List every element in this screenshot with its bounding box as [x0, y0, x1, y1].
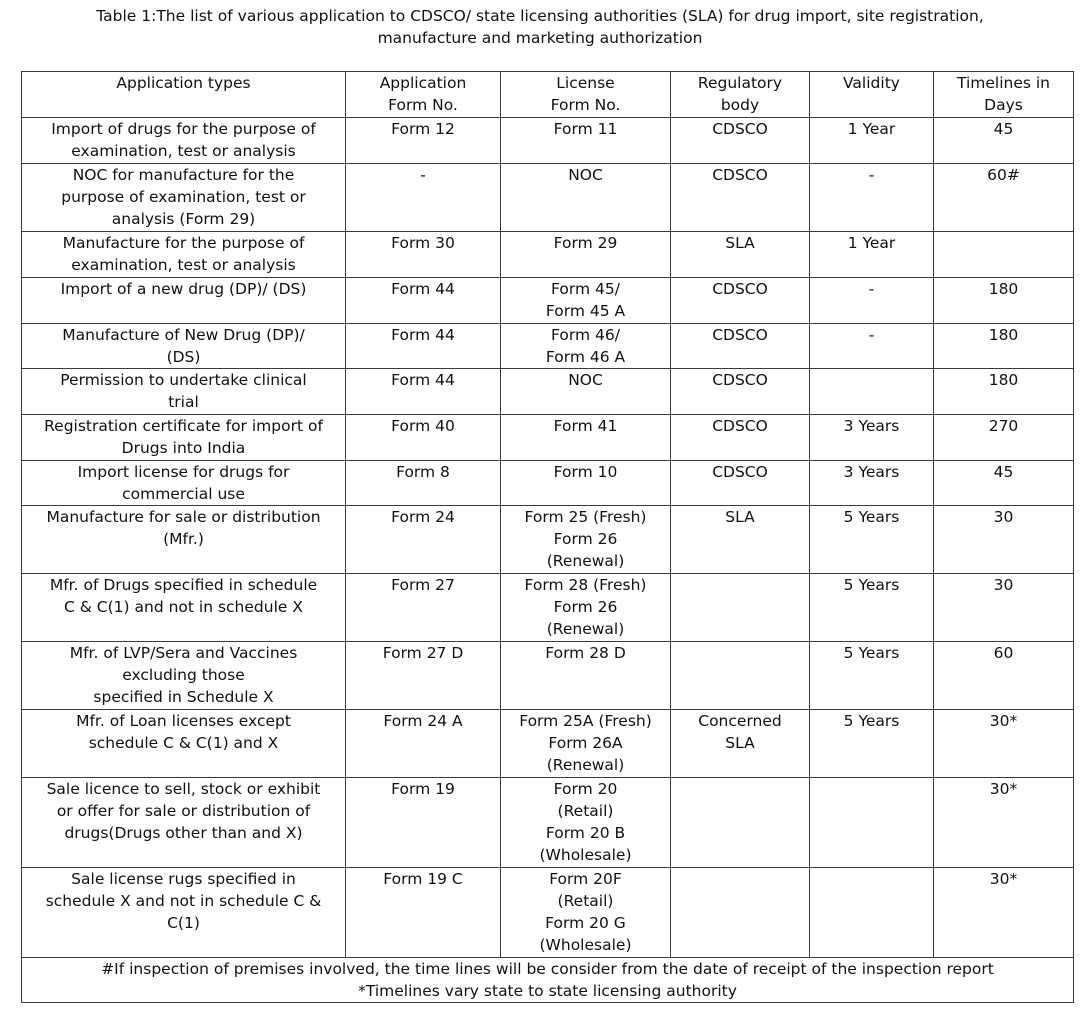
- timeline-cell: [934, 118, 1074, 164]
- cell-line: Drugs into India: [121, 439, 246, 457]
- cell-line: Sale license rugs specified in: [71, 870, 296, 888]
- timeline-cell: [934, 324, 1074, 369]
- cell-line: Form 19 C: [383, 870, 463, 888]
- cell-line: Form 26: [553, 530, 618, 548]
- timeline-cell: [934, 710, 1074, 778]
- cell-line: Form 46 A: [545, 348, 626, 366]
- cell-line: Manufacture for sale or distribution: [46, 508, 321, 526]
- timeline-cell: [934, 574, 1074, 642]
- application-type-cell: [22, 164, 346, 232]
- header-timelines: [934, 72, 1074, 118]
- table-row: [22, 868, 1074, 958]
- timeline-cell: [934, 278, 1074, 324]
- application-type-cell: [22, 324, 346, 369]
- license-form-cell: [501, 232, 671, 278]
- validity-cell: [810, 118, 934, 164]
- timeline-cell: [934, 369, 1074, 415]
- licensing-table: [21, 71, 1074, 1003]
- cell-line: Form 45 A: [545, 302, 626, 320]
- cell-line: specified in Schedule X: [93, 688, 274, 706]
- validity-cell: [810, 778, 934, 868]
- cell-line: Concerned: [698, 712, 782, 730]
- timeline-cell: [934, 868, 1074, 958]
- cell-line: examination, test or analysis: [71, 142, 296, 160]
- header-line: Form No.: [388, 96, 458, 114]
- cell-line: 270: [988, 417, 1019, 435]
- cell-line: C(1): [167, 914, 200, 932]
- cell-line: -: [868, 326, 875, 344]
- cell-line: Mfr. of Loan licenses except: [76, 712, 291, 730]
- table-row: [22, 278, 1074, 324]
- table-row: [22, 461, 1074, 506]
- cell-line: Form 26: [553, 598, 618, 616]
- regulatory-body-cell: [671, 324, 810, 369]
- validity-cell: [810, 164, 934, 232]
- cell-line: CDSCO: [712, 326, 768, 344]
- cell-line: Form 27 D: [382, 644, 464, 662]
- application-type-cell: [22, 868, 346, 958]
- cell-line: 3 Years: [843, 417, 900, 435]
- regulatory-body-cell: [671, 415, 810, 461]
- cell-line: (DS): [166, 348, 201, 366]
- cell-line: Form 41: [553, 417, 618, 435]
- application-form-cell: [346, 778, 501, 868]
- cell-line: Form 44: [391, 326, 455, 344]
- regulatory-body-cell: [671, 164, 810, 232]
- timeline-cell: [934, 778, 1074, 868]
- cell-line: 180: [988, 371, 1019, 389]
- license-form-cell: [501, 324, 671, 369]
- cell-line: Form 45/: [551, 280, 620, 298]
- header-line: body: [720, 96, 760, 114]
- header-line: Regulatory: [697, 74, 783, 92]
- application-form-cell: [346, 164, 501, 232]
- cell-line: 60#: [987, 166, 1020, 184]
- cell-line: Registration certificate for import of: [44, 417, 323, 435]
- cell-line: CDSCO: [712, 463, 768, 481]
- header-line: License: [556, 74, 615, 92]
- cell-line: 30*: [989, 780, 1018, 798]
- cell-line: 5 Years: [843, 644, 900, 662]
- cell-line: C & C(1) and not in schedule X: [64, 598, 303, 616]
- license-form-cell: [501, 278, 671, 324]
- application-form-cell: [346, 574, 501, 642]
- table-row: [22, 506, 1074, 574]
- validity-cell: [810, 278, 934, 324]
- application-form-cell: [346, 710, 501, 778]
- header-line: Application: [379, 74, 467, 92]
- header-line: Application types: [116, 74, 251, 92]
- table-row: [22, 710, 1074, 778]
- application-type-cell: [22, 642, 346, 710]
- table-row: [22, 324, 1074, 369]
- validity-cell: [810, 642, 934, 710]
- cell-line: Form 40: [391, 417, 455, 435]
- cell-line: 5 Years: [843, 576, 900, 594]
- cell-line: 1 Year: [847, 234, 896, 252]
- timeline-cell: [934, 642, 1074, 710]
- cell-line: CDSCO: [712, 166, 768, 184]
- cell-line: Form 27: [391, 576, 455, 594]
- license-form-cell: [501, 710, 671, 778]
- application-form-cell: [346, 506, 501, 574]
- table-row: [22, 778, 1074, 868]
- cell-line: Form 24: [391, 508, 455, 526]
- cell-line: 30*: [989, 870, 1018, 888]
- cell-line: excluding those: [122, 666, 245, 684]
- validity-cell: [810, 232, 934, 278]
- cell-line: Import license for drugs for: [77, 463, 290, 481]
- cell-line: Form 12: [391, 120, 455, 138]
- cell-line: -: [868, 280, 875, 298]
- validity-cell: [810, 506, 934, 574]
- table-body: [22, 118, 1074, 958]
- regulatory-body-cell: [671, 278, 810, 324]
- cell-line: Manufacture for the purpose of: [62, 234, 305, 252]
- regulatory-body-cell: [671, 710, 810, 778]
- application-type-cell: [22, 118, 346, 164]
- cell-line: 30: [993, 508, 1014, 526]
- cell-line: 180: [988, 326, 1019, 344]
- application-type-cell: [22, 278, 346, 324]
- cell-line: Form 46/: [551, 326, 620, 344]
- cell-line: 5 Years: [843, 712, 900, 730]
- regulatory-body-cell: [671, 778, 810, 868]
- cell-line: trial: [168, 393, 199, 411]
- cell-line: 3 Years: [843, 463, 900, 481]
- cell-line: Sale licence to sell, stock or exhibit: [46, 780, 321, 798]
- cell-line: Form 20 B: [545, 824, 626, 842]
- cell-line: Form 25A (Fresh): [519, 712, 652, 730]
- cell-line: 5 Years: [843, 508, 900, 526]
- cell-line: Manufacture of New Drug (DP)/: [62, 326, 305, 344]
- cell-line: Import of a new drug (DP)/ (DS): [60, 280, 307, 298]
- cell-line: (Retail): [557, 892, 614, 910]
- cell-line: (Wholesale): [539, 936, 632, 954]
- cell-line: Form 20: [553, 780, 618, 798]
- application-form-cell: [346, 278, 501, 324]
- header-license-form-no: [501, 72, 671, 118]
- application-form-cell: [346, 868, 501, 958]
- cell-line: Form 44: [391, 280, 455, 298]
- caption-line-1: Table 1:The list of various application to CDSCO/ state licensing authorities (SLA) for drug import, site registration,: [96, 7, 984, 25]
- license-form-cell: [501, 369, 671, 415]
- table-row: [22, 164, 1074, 232]
- application-form-cell: [346, 324, 501, 369]
- cell-line: Form 20 G: [545, 914, 626, 932]
- footnote-inspection: #If inspection of premises involved, the time lines will be consider from the date of receipt of the inspection report: [101, 960, 994, 978]
- validity-cell: [810, 461, 934, 506]
- cell-line: (Renewal): [546, 620, 625, 638]
- cell-line: 1 Year: [847, 120, 896, 138]
- cell-line: (Mfr.): [163, 530, 204, 548]
- timeline-cell: [934, 461, 1074, 506]
- timeline-cell: [934, 232, 1074, 278]
- license-form-cell: [501, 642, 671, 710]
- cell-line: schedule C & C(1) and X: [88, 734, 279, 752]
- license-form-cell: [501, 164, 671, 232]
- application-form-cell: [346, 369, 501, 415]
- application-type-cell: [22, 461, 346, 506]
- validity-cell: [810, 324, 934, 369]
- license-form-cell: [501, 506, 671, 574]
- application-type-cell: [22, 574, 346, 642]
- table-row: [22, 415, 1074, 461]
- timeline-cell: [934, 415, 1074, 461]
- cell-line: Form 10: [553, 463, 618, 481]
- application-type-cell: [22, 778, 346, 868]
- cell-line: NOC for manufacture for the: [72, 166, 295, 184]
- cell-line: Form 29: [553, 234, 618, 252]
- cell-line: schedule X and not in schedule C &: [45, 892, 322, 910]
- header-validity: [810, 72, 934, 118]
- application-form-cell: [346, 232, 501, 278]
- cell-line: SLA: [725, 734, 755, 752]
- regulatory-body-cell: [671, 118, 810, 164]
- header-application-types: [22, 72, 346, 118]
- cell-line: SLA: [725, 234, 755, 252]
- regulatory-body-cell: [671, 868, 810, 958]
- header-row: [22, 72, 1074, 118]
- cell-line: Mfr. of Drugs specified in schedule: [49, 576, 318, 594]
- cell-line: 30*: [989, 712, 1018, 730]
- table-row: [22, 574, 1074, 642]
- validity-cell: [810, 710, 934, 778]
- table-row: [22, 642, 1074, 710]
- validity-cell: [810, 574, 934, 642]
- cell-line: (Renewal): [546, 756, 625, 774]
- cell-line: Form 25 (Fresh): [524, 508, 647, 526]
- header-line: Validity: [843, 74, 900, 92]
- regulatory-body-cell: [671, 506, 810, 574]
- footnote-row: [22, 958, 1074, 1003]
- license-form-cell: [501, 574, 671, 642]
- header-application-form-no: [346, 72, 501, 118]
- license-form-cell: [501, 415, 671, 461]
- cell-line: -: [868, 166, 875, 184]
- cell-line: Permission to undertake clinical: [60, 371, 307, 389]
- cell-line: examination, test or analysis: [71, 256, 296, 274]
- cell-line: Form 28 (Fresh): [524, 576, 647, 594]
- cell-line: 60: [993, 644, 1014, 662]
- application-type-cell: [22, 710, 346, 778]
- table-row: [22, 232, 1074, 278]
- cell-line: or offer for sale or distribution of: [56, 802, 311, 820]
- header-line: Days: [984, 96, 1023, 114]
- license-form-cell: [501, 118, 671, 164]
- application-type-cell: [22, 415, 346, 461]
- application-type-cell: [22, 506, 346, 574]
- cell-line: -: [420, 166, 426, 184]
- application-form-cell: [346, 461, 501, 506]
- cell-line: NOC: [568, 371, 603, 389]
- validity-cell: [810, 868, 934, 958]
- cell-line: 45: [993, 120, 1014, 138]
- table-row: [22, 369, 1074, 415]
- license-form-cell: [501, 868, 671, 958]
- regulatory-body-cell: [671, 574, 810, 642]
- application-form-cell: [346, 118, 501, 164]
- regulatory-body-cell: [671, 232, 810, 278]
- regulatory-body-cell: [671, 369, 810, 415]
- cell-line: Form 11: [553, 120, 618, 138]
- timeline-cell: [934, 164, 1074, 232]
- cell-line: analysis (Form 29): [111, 210, 256, 228]
- license-form-cell: [501, 778, 671, 868]
- cell-line: Form 26A: [548, 734, 623, 752]
- application-form-cell: [346, 642, 501, 710]
- cell-line: NOC: [568, 166, 603, 184]
- cell-line: CDSCO: [712, 371, 768, 389]
- license-form-cell: [501, 461, 671, 506]
- caption-line-2: manufacture and marketing authorization: [377, 29, 703, 47]
- cell-line: CDSCO: [712, 280, 768, 298]
- cell-line: purpose of examination, test or: [61, 188, 306, 206]
- regulatory-body-cell: [671, 461, 810, 506]
- cell-line: Import of drugs for the purpose of: [51, 120, 316, 138]
- cell-line: Form 20F: [549, 870, 622, 888]
- cell-line: commercial use: [122, 485, 245, 503]
- cell-line: Form 44: [391, 371, 455, 389]
- application-type-cell: [22, 232, 346, 278]
- cell-line: (Wholesale): [539, 846, 632, 864]
- validity-cell: [810, 369, 934, 415]
- table-row: [22, 118, 1074, 164]
- cell-line: Form 8: [396, 463, 450, 481]
- cell-line: Mfr. of LVP/Sera and Vaccines: [69, 644, 298, 662]
- cell-line: SLA: [725, 508, 755, 526]
- table-caption: [20, 5, 1060, 49]
- cell-line: Form 24 A: [383, 712, 463, 730]
- cell-line: drugs(Drugs other than and X): [64, 824, 303, 842]
- header-regulatory-body: [671, 72, 810, 118]
- cell-line: (Retail): [557, 802, 614, 820]
- cell-line: 180: [988, 280, 1019, 298]
- regulatory-body-cell: [671, 642, 810, 710]
- cell-line: Form 30: [391, 234, 455, 252]
- cell-line: CDSCO: [712, 417, 768, 435]
- cell-line: Form 19: [391, 780, 455, 798]
- cell-line: CDSCO: [712, 120, 768, 138]
- application-type-cell: [22, 369, 346, 415]
- validity-cell: [810, 415, 934, 461]
- cell-line: 30: [993, 576, 1014, 594]
- application-form-cell: [346, 415, 501, 461]
- header-line: Timelines in: [956, 74, 1051, 92]
- header-line: Form No.: [550, 96, 621, 114]
- footnote-timelines: *Timelines vary state to state licensing authority: [358, 982, 737, 1000]
- cell-line: Form 28 D: [545, 644, 626, 662]
- cell-line: (Renewal): [546, 552, 625, 570]
- cell-line: 45: [993, 463, 1014, 481]
- timeline-cell: [934, 506, 1074, 574]
